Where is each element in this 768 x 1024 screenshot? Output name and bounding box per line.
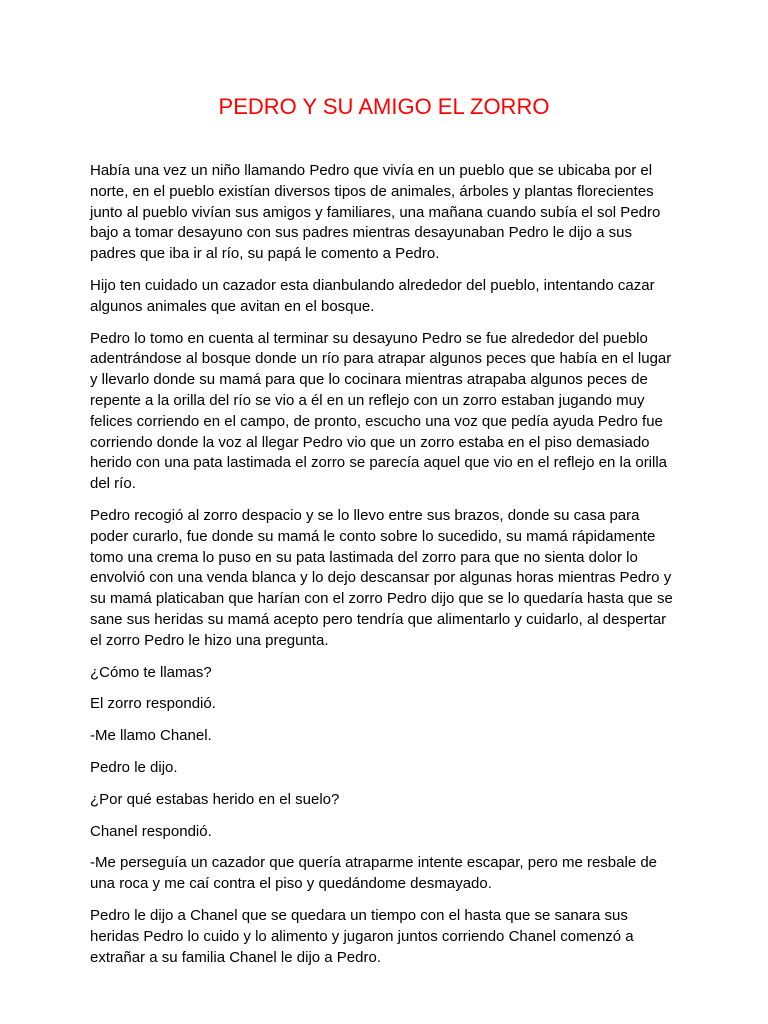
text-line: Chanel respondió. [90,822,212,840]
text-line: y llevarlo donde su mamá para que lo cocinara mientras atrapaba algunos peces de [90,371,648,389]
text-line: Pedro recogió al zorro despacio y se lo llevo entre sus brazos, donde su casa para [90,506,640,524]
text-line: envolvió con una venda blanca y lo dejo descansar por algunas horas mientras Pedro y [90,569,672,587]
paragraph [90,506,682,652]
paragraph [90,663,682,684]
text-line: -Me perseguía un cazador que quería atraparme intente escapar, pero me resbale de [90,854,658,872]
document-title: PEDRO Y SU AMIGO EL ZORRO [218,94,550,119]
paragraph [90,329,682,495]
text-line: tomo una crema lo puso en su pata lastimada del zorro para que no sienta dolor lo [90,548,638,566]
paragraph [90,276,682,318]
paragraph [90,906,682,968]
document-body [90,161,682,979]
paragraph [90,161,682,265]
text-line: ¿Por qué estabas herido en el suelo? [90,790,340,808]
paragraph [90,726,682,747]
text-line: norte, en el pueblo existían diversos tipos de animales, árboles y plantas florecientes [90,182,654,200]
text-line: su mamá platicaban que harían con el zorro Pedro dijo que se lo quedaría hasta que se [90,590,673,608]
text-line: Pedro le dijo. [90,758,178,776]
text-line: el zorro Pedro le hizo una pregunta. [90,631,329,649]
paragraph [90,694,682,715]
text-line: sane sus heridas su mamá acepto pero tendría que alimentarlo y cuidarlo, al despertar [90,610,667,628]
paragraph [90,790,682,811]
text-line: padres que iba ir al río, su papá le comento a Pedro. [90,245,440,263]
paragraph [90,758,682,779]
text-line: corriendo donde la voz al llegar Pedro vio que un zorro estaba en el piso demasiado [90,433,650,451]
text-line: adentrándose al bosque donde un río para atrapar algunos peces que había en el lugar [90,350,672,368]
text-line: Había una vez un niño llamando Pedro que vivía en un pueblo que se ubicaba por el [90,162,653,179]
text-line: Pedro lo tomo en cuenta al terminar su desayuno Pedro se fue alrededor del pueblo [90,329,648,347]
paragraph [90,853,682,895]
text-line: poder curarlo, fue donde su mamá le conto sobre lo sucedido, su mamá rápidamente [90,527,656,545]
text-line: extrañar a su familia Chanel le dijo a Pedro. [90,948,381,966]
paragraph [90,822,682,843]
text-line: Pedro le dijo a Chanel que se quedara un tiempo con el hasta que se sanara sus [90,906,628,924]
text-line: junto al pueblo vivían sus amigos y familiares, una mañana cuando subía el sol Pedro [90,203,661,221]
text-line: heridas Pedro lo cuido y lo alimento y jugaron juntos corriendo Chanel comenzó a [90,927,634,945]
text-line: bajo a tomar desayuno con sus padres mientras desayunaban Pedro le dijo a sus [90,224,632,242]
text-line: felices corriendo en el campo, de pronto, escucho una voz que pedía ayuda Pedro fue [90,412,663,430]
text-line: algunos animales que avitan en el bosque. [90,297,375,315]
text-line: -Me llamo Chanel. [90,727,212,745]
text-line: del río. [90,475,136,493]
text-line: herido con una pata lastimada el zorro se parecía aquel que vio en el reflejo en la orilla [90,454,668,472]
text-line: repente a la orilla del río se vio a él en un reflejo con un zorro estaban jugando muy [90,391,645,409]
text-line: una roca y me caí contra el piso y quedándome desmayado. [90,875,492,893]
text-line: ¿Cómo te llamas? [90,663,212,681]
text-line: El zorro respondió. [90,695,216,713]
text-line: Hijo ten cuidado un cazador esta dianbulando alrededor del pueblo, intentando cazar [90,276,655,294]
